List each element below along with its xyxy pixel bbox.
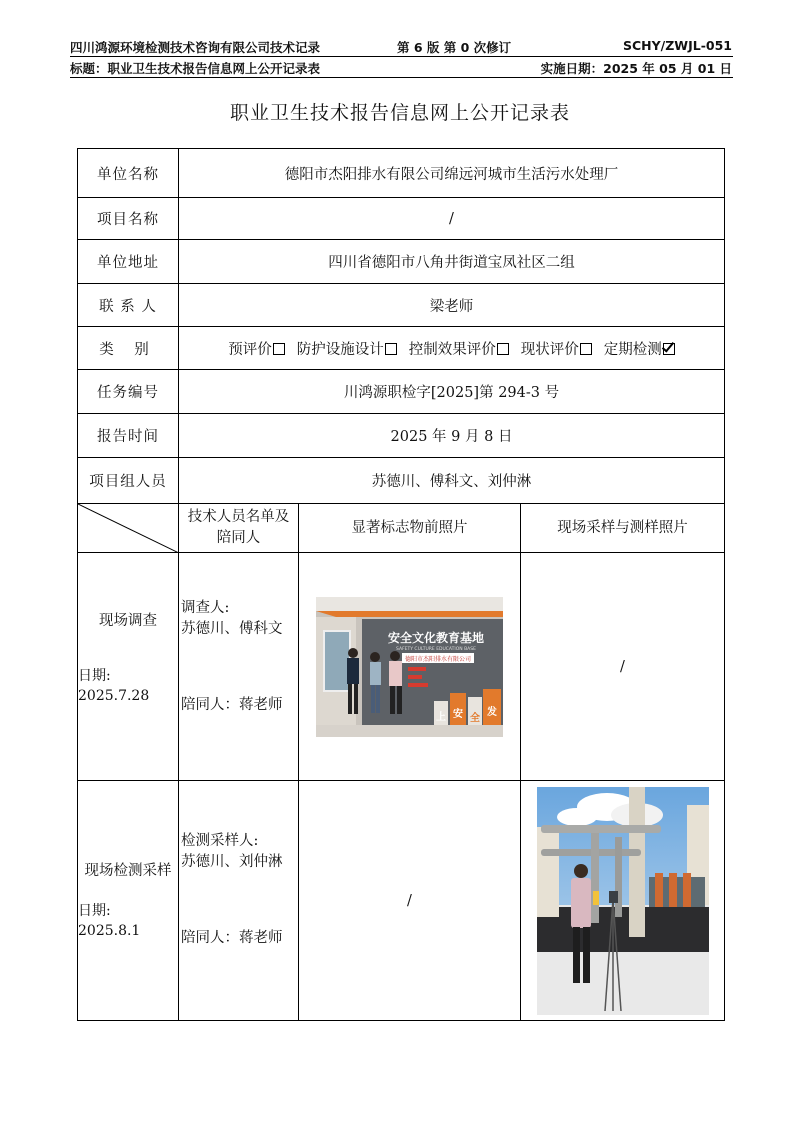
landmark-photo bbox=[316, 597, 503, 737]
category-label: 类 别 bbox=[78, 327, 179, 370]
investigator-names: 苏德川、傅科文 bbox=[181, 621, 283, 637]
sampler-label: 检测采样人: bbox=[181, 833, 259, 849]
header-title-line: 标题：职业卫生技术报告信息网上公开记录表 bbox=[70, 61, 321, 76]
disclosure-record-table bbox=[77, 148, 725, 1021]
survey-landmark-photo-cell bbox=[299, 553, 521, 781]
survey-escort: 陪同人：蒋老师 bbox=[181, 697, 283, 713]
effective-date: 实施日期：2025 年 05 月 01 日 bbox=[540, 61, 732, 76]
sign-company: 德阳市杰阳排水有限公司 bbox=[404, 655, 472, 663]
category-option-label: 控制效果评价 bbox=[408, 341, 496, 358]
row-site-sampling bbox=[78, 781, 725, 1021]
sampler-names: 苏德川、刘仲淋 bbox=[181, 854, 283, 870]
checked-box-icon[interactable] bbox=[663, 343, 675, 355]
unit-name-label: 单位名称 bbox=[78, 149, 179, 198]
sampling-date: 2025.8.1 bbox=[78, 923, 141, 939]
survey-stage-cell bbox=[78, 553, 179, 781]
unit-name-value: 德阳市杰阳排水有限公司绵远河城市生活污水处理厂 bbox=[179, 149, 725, 198]
col-sampling-header: 现场采样与测样照片 bbox=[521, 504, 725, 553]
report-time-label: 报告时间 bbox=[78, 414, 179, 458]
col-staff-header bbox=[179, 504, 299, 553]
header-rule-top bbox=[70, 56, 733, 57]
row-contact bbox=[78, 284, 725, 327]
project-name-value: / bbox=[179, 198, 725, 240]
survey-date: 2025.7.28 bbox=[78, 688, 150, 704]
contact-value: 梁老师 bbox=[179, 284, 725, 327]
investigator-label: 调查人: bbox=[181, 600, 230, 616]
checkbox-icon[interactable] bbox=[385, 343, 397, 355]
version-info: 第 6 版 第 0 次修订 bbox=[397, 40, 512, 55]
sampling-date-label: 日期: bbox=[78, 903, 111, 919]
team-value: 苏德川、傅科文、刘仲淋 bbox=[179, 458, 725, 504]
sign-subtext: SAFETY CULTURE EDUCATION BASE bbox=[396, 646, 476, 652]
category-option-label: 现状评价 bbox=[520, 341, 579, 358]
slogan-char-3: 全 bbox=[470, 712, 480, 724]
survey-sampling-photo-cell: / bbox=[521, 553, 725, 781]
survey-date-label: 日期: bbox=[78, 668, 111, 684]
row-report-time bbox=[78, 414, 725, 458]
photo-table-header bbox=[78, 504, 725, 553]
sampling-photo-cell bbox=[521, 781, 725, 1021]
unit-address-label: 单位地址 bbox=[78, 240, 179, 284]
unit-address-value: 四川省德阳市八角井街道宝凤社区二组 bbox=[179, 240, 725, 284]
col-staff-line2: 陪同人 bbox=[216, 530, 261, 546]
report-time-value: 2025 年 9 月 8 日 bbox=[179, 414, 725, 458]
project-name-label: 项目名称 bbox=[78, 198, 179, 240]
checkbox-icon[interactable] bbox=[497, 343, 509, 355]
team-label: 项目组人员 bbox=[78, 458, 179, 504]
sampling-stage-name: 现场检测采样 bbox=[84, 863, 172, 879]
category-checkbox-list bbox=[228, 342, 675, 358]
slogan-char-2: 安 bbox=[453, 708, 463, 720]
row-project-team bbox=[78, 458, 725, 504]
checkbox-icon[interactable] bbox=[273, 343, 285, 355]
sign-text: 安全文化教育基地 bbox=[387, 630, 485, 645]
contact-label: 联 系 人 bbox=[78, 284, 179, 327]
col-landmark-header: 显著标志物前照片 bbox=[299, 504, 521, 553]
row-unit-name bbox=[78, 149, 725, 198]
doc-code: SCHY/ZWJL-051 bbox=[622, 38, 732, 53]
survey-stage-name: 现场调查 bbox=[99, 613, 157, 629]
diagonal-line bbox=[78, 504, 179, 553]
col-staff-line1: 技术人员名单及 bbox=[187, 509, 290, 525]
row-category bbox=[78, 327, 725, 370]
task-number-label: 任务编号 bbox=[78, 370, 179, 414]
category-option-label: 预评价 bbox=[228, 341, 272, 358]
document-title: 职业卫生技术报告信息网上公开记录表 bbox=[229, 102, 570, 124]
category-options bbox=[179, 327, 725, 370]
company-record-title: 四川鸿源环境检测技术咨询有限公司技术记录 bbox=[70, 40, 321, 55]
slogan-char-1: 上 bbox=[436, 711, 446, 723]
header-rule-bottom bbox=[70, 77, 733, 78]
sampling-photo bbox=[537, 787, 709, 1015]
sampling-landmark-photo-cell: / bbox=[299, 781, 521, 1021]
row-project-name bbox=[78, 198, 725, 240]
category-option-label: 防护设施设计 bbox=[296, 341, 384, 358]
sampling-stage-cell bbox=[78, 781, 179, 1021]
checkbox-icon[interactable] bbox=[580, 343, 592, 355]
slogan-char-4: 发 bbox=[487, 706, 497, 718]
category-option-label: 定期检测 bbox=[603, 341, 662, 358]
row-task-number bbox=[78, 370, 725, 414]
row-unit-address bbox=[78, 240, 725, 284]
diagonal-header-cell bbox=[78, 504, 179, 553]
sampling-staff-cell bbox=[179, 781, 299, 1021]
sampling-escort: 陪同人：蒋老师 bbox=[181, 930, 283, 946]
row-site-survey bbox=[78, 553, 725, 781]
survey-staff-cell bbox=[179, 553, 299, 781]
task-number-value: 川鸿源职检字[2025]第 294-3 号 bbox=[179, 370, 725, 414]
